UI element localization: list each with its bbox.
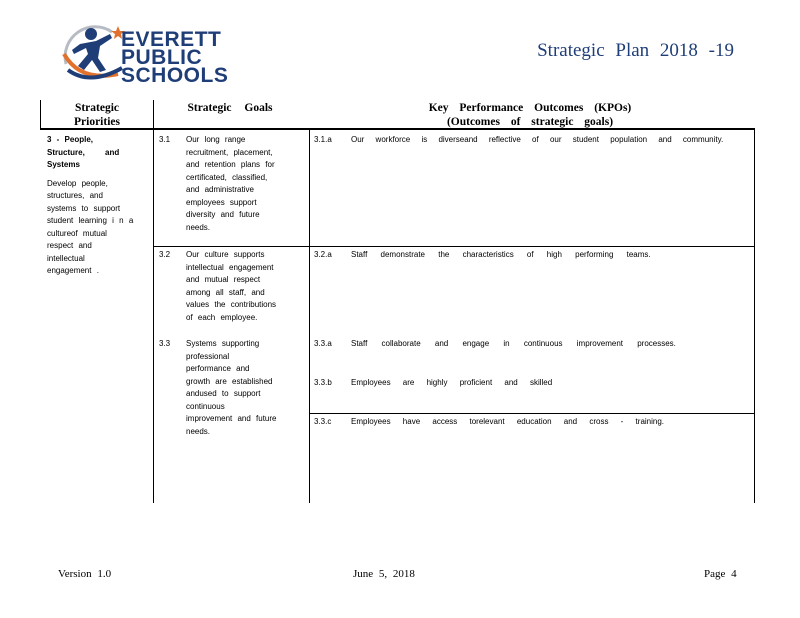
header-strategic-goals: Strategic Goals — [187, 102, 273, 114]
kpo-text: Staff collaborate and engage in continuous improvement processes. — [351, 339, 676, 348]
kpo-text: Employees have access torelevant education and cross - training. — [351, 417, 665, 426]
district-logo-icon — [60, 24, 130, 86]
priority-description: Develop people, — [47, 178, 108, 188]
kpo-text: Our workforce is diverseand reflective of our student population and community. — [351, 135, 724, 144]
priority-cell: 3 - People, Structure, and Systems Develop people, structures, and systems to support student learning i n a cultureof mutual respect and intellectual engagement . — [47, 134, 151, 278]
footer-page-number: Page 4 — [704, 568, 737, 580]
table-row-rule-1 — [153, 246, 755, 247]
header-strategic-priorities: Strategic Priorities — [74, 102, 120, 128]
kpo-text: Staff demonstrate the characteristics of high performing teams. — [351, 250, 651, 259]
table-divider-priorities — [153, 100, 154, 503]
table-border-left — [40, 100, 41, 128]
priority-title: 3 - People, — [47, 135, 94, 144]
table-divider-goals — [309, 128, 310, 503]
goal-number: 3.3 — [159, 339, 171, 348]
logo-text-public: PUBLIC — [121, 46, 203, 69]
header-kpo: Key Performance Outcomes (KPOs) (Outcomes of strategic goals) — [428, 102, 632, 128]
footer-date: June 5, 2018 — [353, 568, 415, 580]
kpo-text: Employees are highly proficient and skilled — [351, 378, 553, 387]
goal-number: 3.2 — [159, 250, 171, 259]
kpo-number: 3.3.b — [314, 378, 332, 387]
table-border-right — [754, 128, 755, 503]
kpo-number: 3.3.c — [314, 417, 332, 426]
document-title: Strategic Plan 2018 -19 — [537, 40, 734, 61]
goal-number: 3.1 — [159, 135, 171, 144]
kpo-number: 3.1.a — [314, 135, 332, 144]
footer-version: Version 1.0 — [58, 568, 112, 580]
logo-text-everett: EVERETT — [121, 28, 222, 51]
kpo-number: 3.3.a — [314, 339, 332, 348]
goal-text: Our culture supports intellectual engagement and mutual respect among all staff, and values the contributions of each employee. — [186, 250, 277, 322]
goal-text: Our long range recruitment, placement, and retention plans for certificated, classified, and administrative employees support diversity and future needs. — [186, 135, 275, 232]
kpo-number: 3.2.a — [314, 250, 332, 259]
goal-text: Systems supporting professional performance and growth are established andused to support continuous improvement and future needs. — [186, 339, 277, 436]
table-row-rule-2 — [309, 413, 755, 414]
logo-text-schools: SCHOOLS — [121, 64, 229, 87]
